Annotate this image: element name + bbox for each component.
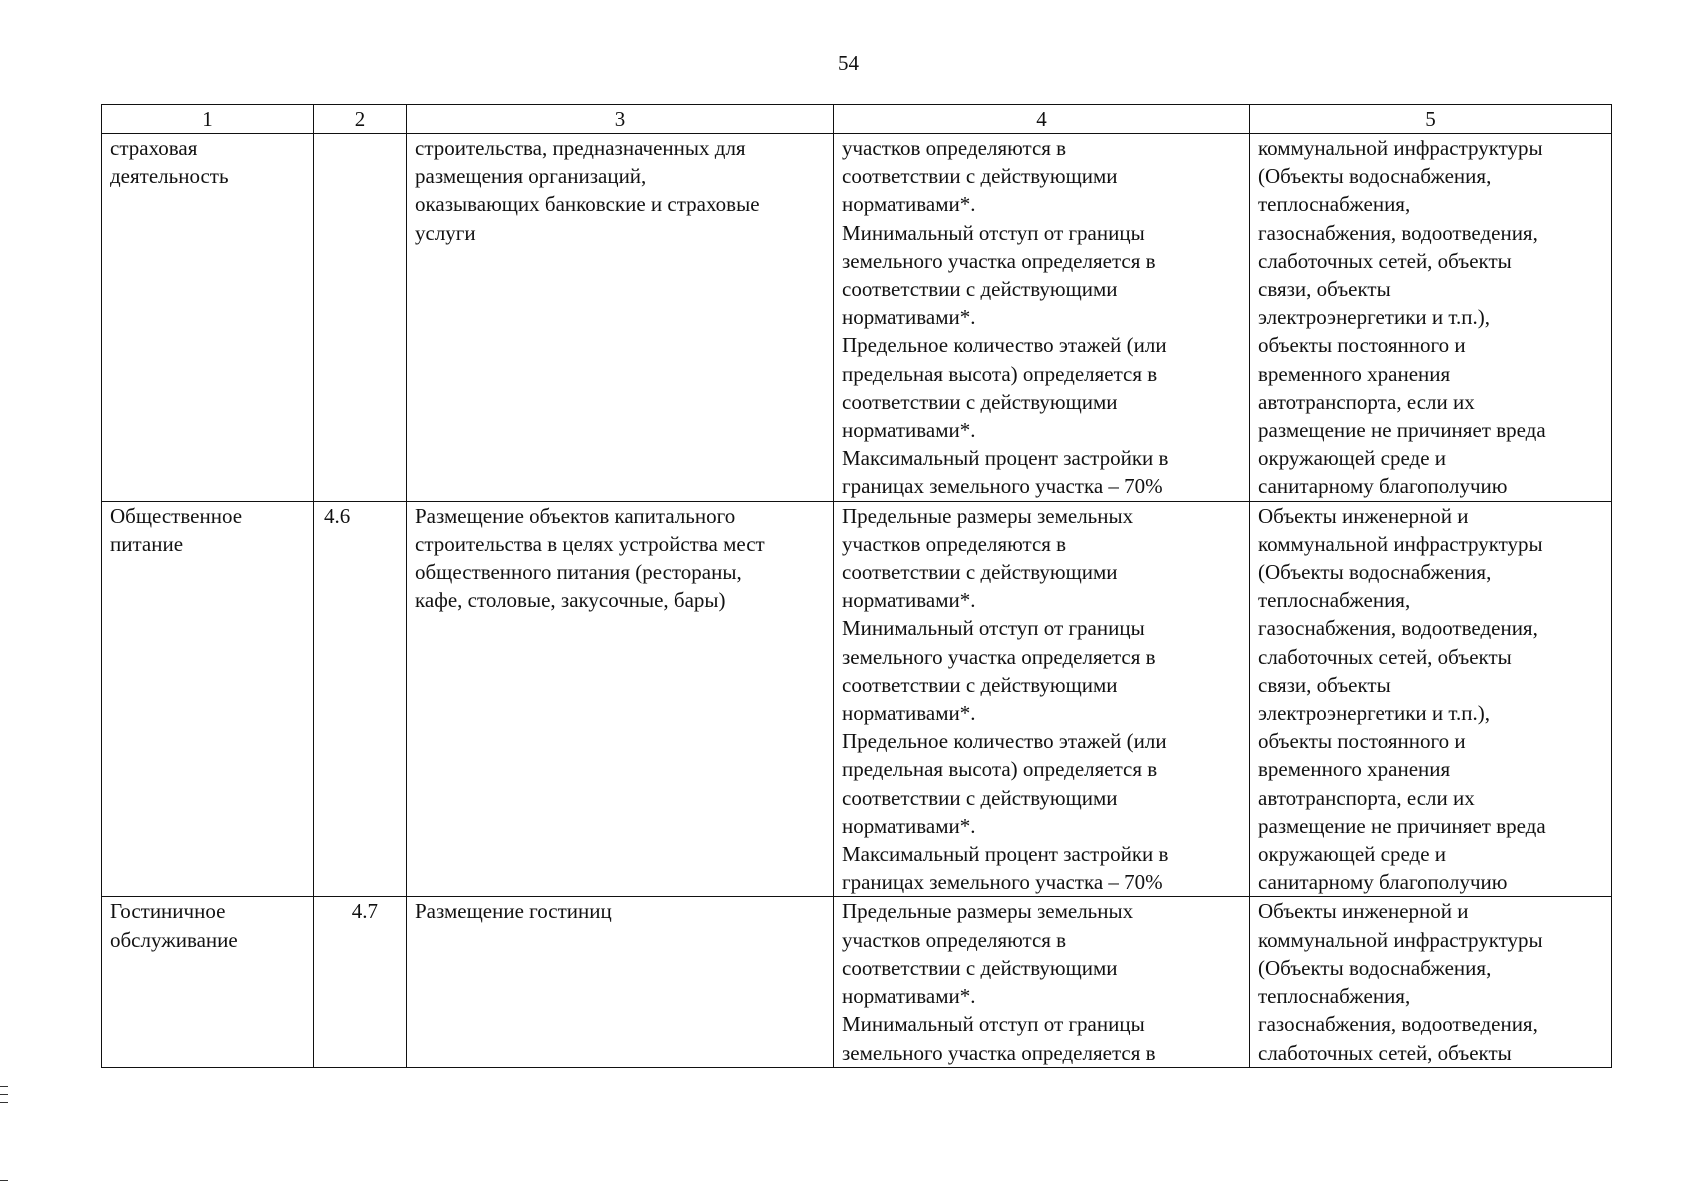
use-type-cell [102,134,314,502]
parameters-cell [834,501,1250,897]
parameters-text: Предельные размеры земельных участков определяются в соответствии с действующими нормативами*. Минимальный отступ от границы земельного участка определяется в [842,899,1156,1065]
column-header-2: 2 [314,105,407,134]
column-header-5: 5 [1250,105,1612,134]
page-number: 54 [838,51,859,75]
auxiliary-uses-cell [1250,501,1612,897]
use-code-text: 4.7 [351,899,378,924]
description-cell [407,134,834,502]
use-type-text: страховая деятельность [110,136,229,189]
table-row [102,134,1612,502]
description-text: Размещение объектов капитального строительства в целях устройства мест общественного питания (рестораны, кафе, столовые, закусочные, бары) [415,503,765,613]
use-type-cell [102,501,314,897]
auxiliary-uses-cell [1250,134,1612,502]
description-text: Размещение гостиниц [415,899,612,924]
scan-margin-mark [0,1094,8,1095]
auxiliary-uses-text: Объекты инженерной и коммунальной инфраструктуры (Объекты водоснабжения, теплоснабжения, газоснабжения, водоотведения, слаботочных сетей, объекты [1258,899,1543,1065]
parameters-cell [834,897,1250,1067]
column-header-4: 4 [834,105,1250,134]
scan-margin-mark [0,1180,8,1181]
description-cell [407,501,834,897]
use-code-text: 4.6 [324,503,351,528]
column-header-1: 1 [102,105,314,134]
use-type-text: Общественное питание [110,503,243,556]
parameters-cell [834,134,1250,502]
table-row [102,897,1612,1067]
scan-margin-mark [0,1102,8,1103]
auxiliary-uses-text: Объекты инженерной и коммунальной инфраструктуры (Объекты водоснабжения, теплоснабжения, газоснабжения, водоотведения, слаботочных сетей, объекты связи, объекты электроэнергетики и т.п.), объекты постоянного и временного хранения автотранспорта, если их размещение не причиняет вреда окружающей среде и санитарному благополучию [1258,503,1546,895]
use-code-cell [314,897,407,1067]
use-type-cell [102,897,314,1067]
parameters-text: участков определяются в соответствии с действующими нормативами*. Минимальный отступ от границы земельного участка определяется в соответствии с действующими нормативами*. Предельное количество этажей (или предельная высота) определяется в соответствии с действующими нормативами*. Максимальный процент застройки в границах земельного участка – 70% [842,136,1169,499]
auxiliary-uses-text: коммунальной инфраструктуры (Объекты водоснабжения, теплоснабжения, газоснабжения, водоотведения, слаботочных сетей, объекты связи, объекты электроэнергетики и т.п.), объекты постоянного и временного хранения автотранспорта, если их размещение не причиняет вреда окружающей среде и санитарному благополучию [1258,136,1546,499]
description-text: строительства, предназначенных для размещения организаций, оказывающих банковские и страховые услуги [415,136,760,245]
auxiliary-uses-cell [1250,897,1612,1067]
use-type-text: Гостиничное обслуживание [110,899,238,952]
parameters-text: Предельные размеры земельных участков определяются в соответствии с действующими нормативами*. Минимальный отступ от границы земельного участка определяется в соответствии с действующими нормативами*. Предельное количество этажей (или предельная высота) определяется в соответствии с действующими нормативами*. Максимальный процент застройки в границах земельного участка – 70% [842,503,1169,895]
column-header-3: 3 [407,105,834,134]
scan-margin-mark [0,1086,8,1087]
table-header-row [102,105,1612,134]
description-cell [407,897,834,1067]
regulations-table [101,104,1612,1068]
use-code-cell [314,134,407,502]
use-code-cell [314,501,407,897]
table-row [102,501,1612,897]
